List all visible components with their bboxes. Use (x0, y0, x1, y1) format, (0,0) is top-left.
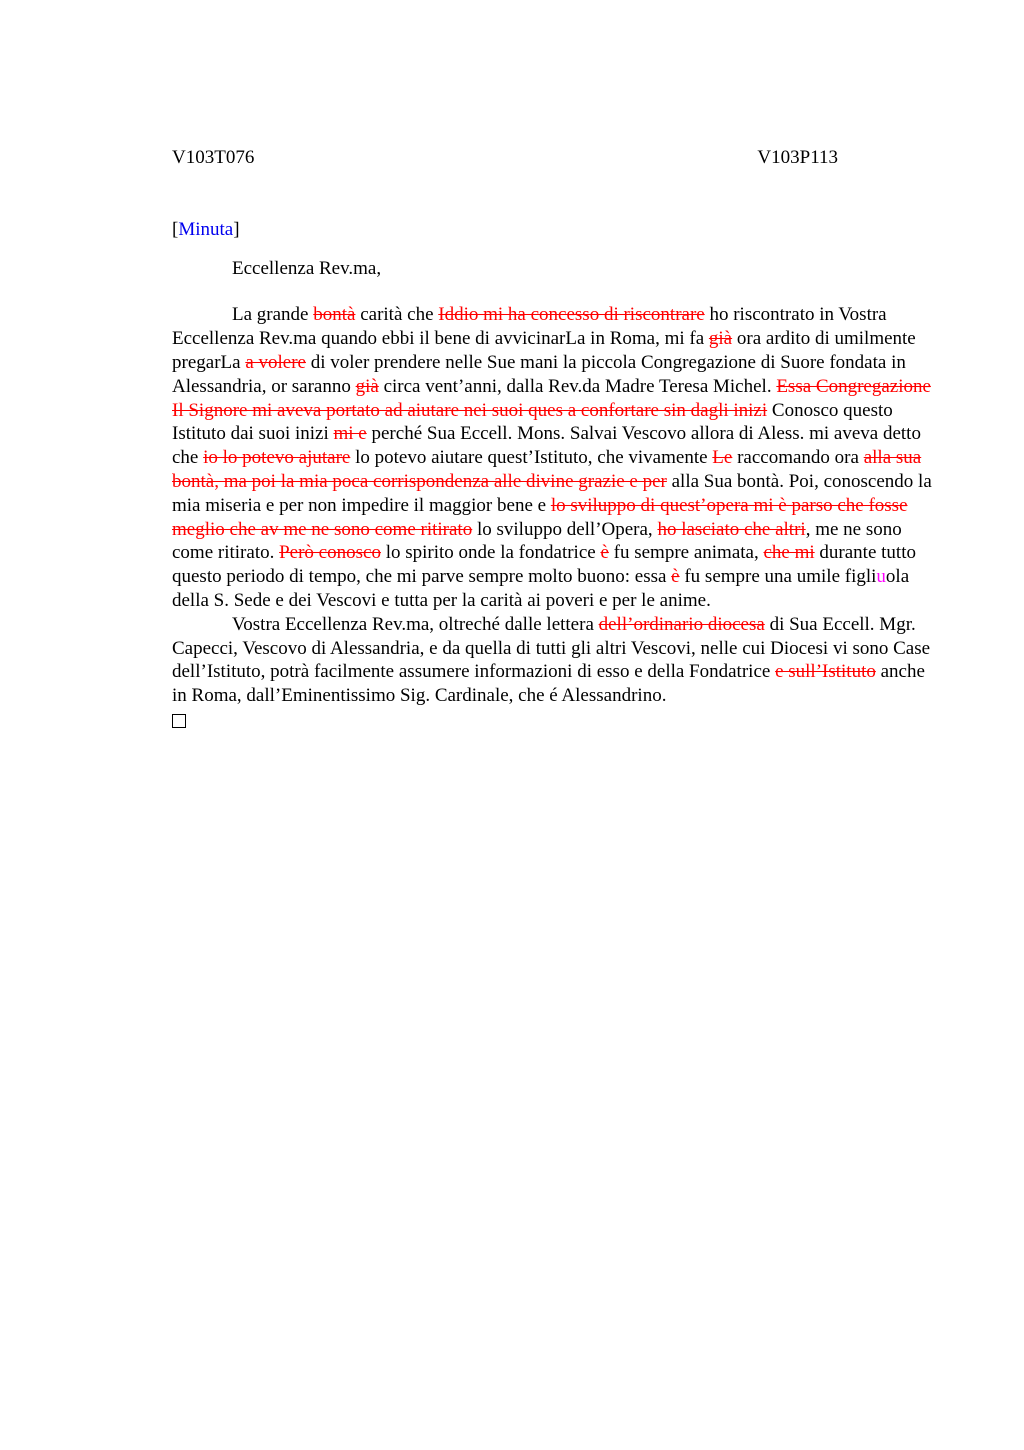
paragraph-2 (172, 613, 932, 708)
document-page (172, 146, 932, 735)
deleted-text: Le (712, 447, 733, 469)
deleted-text: bontà (313, 304, 356, 326)
text-run: ho riscontrato in Vostra Eccellenza Rev.ma quando ebbi il bene di avvicinarLa in Roma, mi fa (172, 304, 887, 350)
deleted-text: alla sua bontà, ma poi la mia poca corrispondenza alle divine grazie e per (172, 447, 922, 492)
deleted-text: è (671, 566, 680, 588)
text-run: di Sua Eccell. Mgr. Capecci, Vescovo di Alessandria, e da quella di tutti gli altri Vescovi, nelle cui Diocesi vi sono Case dell’Istituto, potrà facilmente assumere informazioni di esso e della Fondatrice (172, 613, 931, 683)
text-run: anche in Roma, dall’Eminentissimo Sig. Cardinale, che é Alessandrino. (172, 661, 925, 707)
deleted-text: mi e (333, 423, 367, 445)
text-run: Conosco questo Istituto dai suoi inizi (172, 399, 893, 445)
text-run: , me ne sono come ritirato. (172, 518, 902, 564)
text-run: durante tutto questo periodo di tempo, che mi parve sempre molto buono: essa (172, 542, 916, 588)
text-run: raccomando ora (732, 447, 864, 469)
deleted-text: io lo potevo ajutare (203, 447, 351, 469)
document-type-text: Minuta (178, 218, 234, 240)
deleted-text: Però conosco (279, 542, 381, 564)
deleted-text: dell’ordinario diocesa (598, 613, 765, 635)
deleted-text: a volere (245, 351, 306, 373)
deleted-text: già (708, 328, 733, 350)
deleted-text: già (355, 375, 379, 397)
text-run: lo spirito onde la fondatrice (380, 542, 601, 564)
text-run: ora ardito di umilmente pregarLa (172, 328, 916, 373)
text-run: perché Sua Eccell. Mons. Salvai Vescovo allora di Aless. mi aveva detto che (172, 423, 921, 469)
inserted-letter: u (876, 566, 886, 588)
text-run: fu sempre animata, (608, 542, 764, 564)
document-header (172, 146, 838, 170)
document-code-right: V103P113 (757, 147, 838, 168)
text-run: lo potevo aiutare quest’Istituto, che vivamente (350, 447, 713, 469)
document-code-left: V103T076 (172, 147, 255, 168)
text-run: La grande (232, 304, 314, 326)
text-run: Vostra Eccellenza Rev.ma, oltreché dalle lettera (232, 613, 599, 635)
end-marker (172, 708, 932, 735)
document-type-label (172, 218, 932, 242)
text-run: fu sempre una umile figli (679, 566, 877, 588)
deleted-text: è (600, 542, 609, 564)
deleted-text: Essa Congregazione Il Signore mi aveva portato ad aiutare nei suoi ques a confortare sin dagli inizi (172, 375, 931, 421)
close-bracket: ] (233, 218, 240, 240)
deleted-text: Iddio mi ha concesso di riscontrare (438, 304, 705, 326)
salutation: Eccellenza Rev.ma, (232, 257, 382, 279)
text-run: ola della S. Sede e dei Vescovi e tutta per la carità ai poveri e per le anime. (172, 566, 910, 611)
deleted-text: che mi (763, 542, 815, 564)
text-run: di voler prendere nelle Sue mani la piccola Congregazione di Suore fondata in Alessandria, or saranno (172, 351, 906, 397)
open-bracket: [ (172, 218, 179, 240)
text-run: circa vent’anni, dalla Rev.da Madre Teresa Michel. (378, 375, 777, 397)
deleted-text: lo sviluppo di quest’opera mi è parso che fosse meglio che av me ne sono come ritirato (172, 494, 908, 540)
text-run: alla Sua bontà. Poi, conoscendo la mia miseria e per non impedire il maggior bene e (172, 470, 932, 516)
text-run: carità che (355, 304, 439, 326)
text-run: lo sviluppo dell’Opera, (472, 518, 658, 540)
deleted-text: e sull’Istituto (775, 661, 876, 683)
empty-square-icon (172, 714, 186, 728)
paragraph-1 (172, 303, 932, 612)
deleted-text: ho lasciato che altri (657, 518, 806, 540)
